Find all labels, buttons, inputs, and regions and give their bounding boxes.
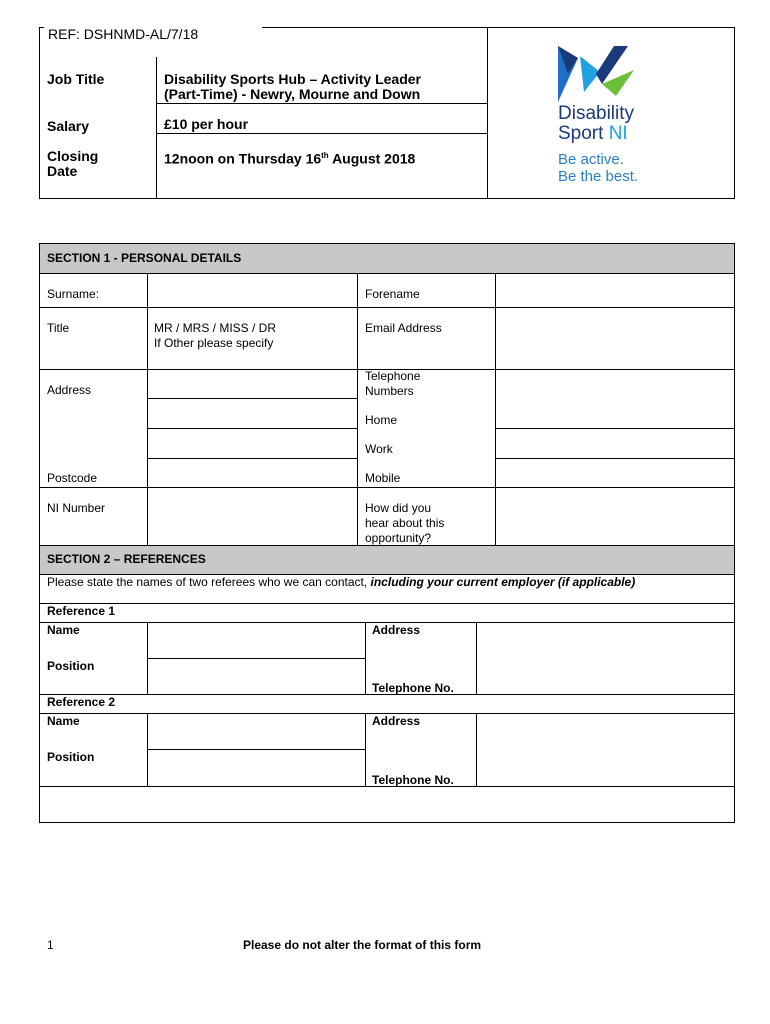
email-label: Email Address: [365, 321, 442, 335]
references-instruction: Please state the names of two referees who we can contact, including your current employer (if applicable): [47, 575, 636, 589]
logo-mark-icon: [556, 44, 636, 104]
ni-number-field[interactable]: [148, 488, 356, 544]
logo-tagline-line2: Be the best.: [558, 168, 639, 185]
page-number: 1: [47, 938, 54, 952]
logo-text-line1: Disability: [558, 103, 635, 124]
reference-code: REF: DSHNMD-AL/7/18: [48, 26, 199, 42]
address-label: Address: [47, 383, 92, 397]
work-phone-label: Work: [365, 442, 393, 456]
telephone-label-line1: Telephone: [365, 369, 421, 383]
forename-label: Forename: [365, 287, 420, 301]
how-heard-field[interactable]: [496, 488, 733, 544]
reference1-position-label: Position: [47, 659, 95, 673]
job-title-value-line1: Disability Sports Hub – Activity Leader: [164, 71, 421, 87]
how-heard-label-line1: How did you: [365, 501, 432, 515]
ni-number-label: NI Number: [47, 501, 106, 515]
closing-date-value: 12noon on Thursday 16th August 2018: [164, 150, 416, 167]
reference2-position-label: Position: [47, 750, 95, 764]
section2-title: SECTION 2 – REFERENCES: [47, 552, 206, 566]
mobile-phone-label: Mobile: [365, 471, 401, 485]
title-other-specify[interactable]: If Other please specify: [154, 336, 274, 350]
reference2-address-label: Address: [372, 714, 421, 728]
email-field[interactable]: [496, 308, 733, 368]
closing-date-label-line2: Date: [47, 163, 78, 179]
blank-row: [40, 787, 734, 821]
reference2-label: Reference 2: [47, 695, 116, 709]
section1-title: SECTION 1 - PERSONAL DETAILS: [47, 251, 242, 265]
reference2-name-field[interactable]: [148, 714, 364, 748]
work-phone-field[interactable]: [496, 429, 733, 457]
reference2-address-field[interactable]: [477, 714, 733, 785]
disability-sport-ni-logo: [556, 44, 676, 194]
reference1-address-label: Address: [372, 623, 421, 637]
salary-label: Salary: [47, 118, 90, 134]
home-phone-label: Home: [365, 413, 398, 427]
reference1-label: Reference 1: [47, 604, 116, 618]
title-options[interactable]: MR / MRS / MISS / DR: [154, 321, 277, 335]
forename-field[interactable]: [496, 274, 733, 306]
address-line1-field[interactable]: [148, 370, 356, 397]
how-heard-label-line2: hear about this: [365, 516, 445, 530]
address-line2-field[interactable]: [148, 399, 356, 427]
reference2-position-field[interactable]: [148, 750, 364, 785]
job-title-label: Job Title: [47, 71, 105, 87]
postcode-field[interactable]: [148, 459, 356, 486]
telephone-label-line2: Numbers: [365, 384, 414, 398]
salary-value: £10 per hour: [164, 116, 249, 132]
reference2-name-label: Name: [47, 714, 80, 728]
closing-date-label-line1: Closing: [47, 148, 99, 164]
mobile-phone-field[interactable]: [496, 459, 733, 486]
reference1-position-field[interactable]: [148, 659, 364, 693]
title-label: Title: [47, 321, 70, 335]
reference1-name-field[interactable]: [148, 623, 364, 657]
address-line3-field[interactable]: [148, 429, 356, 457]
postcode-label: Postcode: [47, 471, 98, 485]
reference2-telephone-label: Telephone No.: [372, 773, 454, 787]
logo-tagline-line1: Be active.: [558, 151, 624, 168]
reference1-telephone-label: Telephone No.: [372, 681, 454, 695]
logo-text-line2: Sport NI: [558, 123, 628, 144]
reference1-address-field[interactable]: [477, 623, 733, 693]
how-heard-label-line3: opportunity?: [365, 531, 432, 545]
surname-field[interactable]: [148, 274, 356, 306]
job-title-value-line2: (Part-Time) - Newry, Mourne and Down: [164, 86, 421, 102]
reference1-name-label: Name: [47, 623, 80, 637]
home-phone-field[interactable]: [496, 370, 733, 427]
surname-label: Surname:: [47, 287, 100, 301]
footer-note: Please do not alter the format of this form: [243, 938, 482, 952]
